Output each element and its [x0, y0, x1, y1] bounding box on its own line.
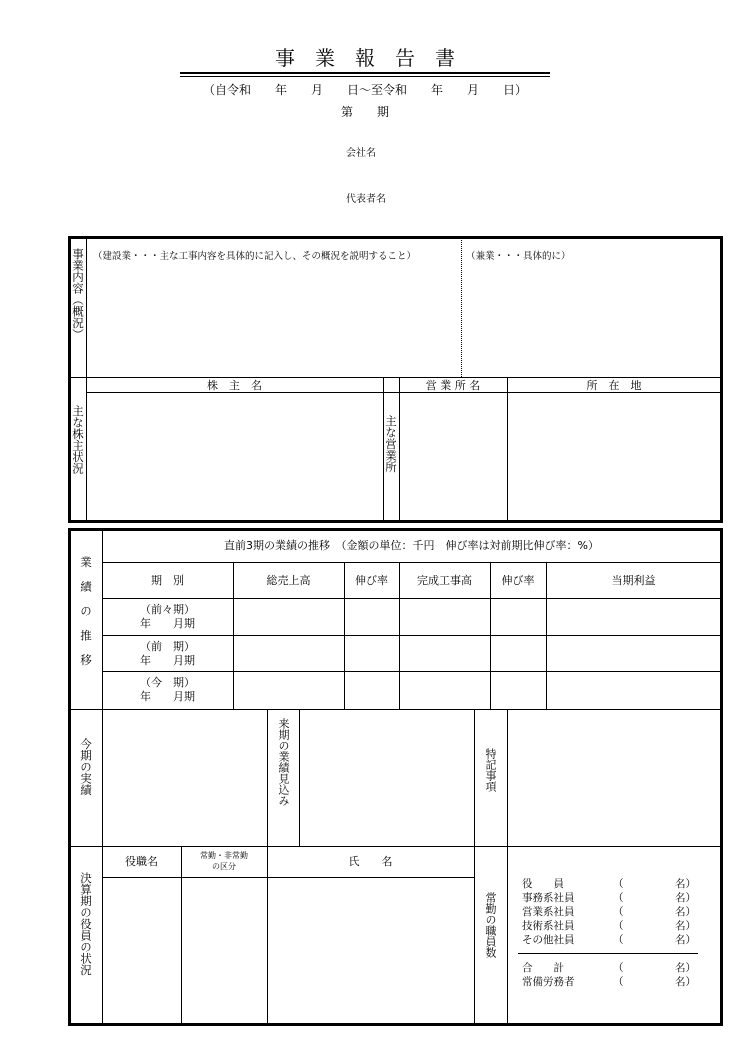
staff-total-label: 常備労務者 — [522, 976, 575, 988]
staff-row-label: 営業系社員 — [522, 906, 575, 918]
fulltime-parttime-header-line1: 常勤・非常勤 — [200, 851, 248, 860]
col-period-header: 期 別 — [151, 574, 184, 587]
representative-name-label: 代表者名 — [346, 194, 386, 205]
officer-name-header: 氏 名 — [348, 855, 393, 868]
notes-right-line — [507, 709, 508, 1024]
shareholder-header-line — [86, 392, 721, 393]
period-last-term: 年 月期 — [140, 654, 195, 667]
col-total-sales-header: 総売上高 — [266, 574, 311, 587]
staff-row-open: （ — [613, 878, 624, 890]
officers-header-line — [102, 877, 474, 878]
staff-total-divider — [518, 953, 698, 954]
office-location-column-line — [507, 378, 508, 521]
company-name-label: 会社名 — [346, 148, 376, 159]
col-net-income-header: 当期利益 — [611, 574, 656, 587]
document-title: 事 業 報 告 書 — [275, 46, 455, 70]
major-offices-label: 主な営業所 — [384, 415, 398, 473]
term-label: 第 期 — [340, 105, 389, 119]
staff-row-close: 名） — [675, 934, 696, 946]
major-shareholders-label: 主な株主状況 — [71, 405, 85, 474]
business-dotted-divider — [461, 240, 462, 377]
period-before-last-term: 年 月期 — [140, 617, 195, 630]
staff-row-label: 技術系社員 — [522, 920, 575, 932]
period-current-name: （今 期） — [140, 676, 195, 689]
officers-status-label: 決算期の役員の状況 — [79, 872, 93, 976]
fulltime-staff-label: 常勤の職員数 — [484, 892, 497, 958]
fulltime-parttime-header-line2: の区分 — [212, 862, 236, 871]
perf-table-bottom-line — [70, 709, 721, 710]
section1-row-divider — [70, 377, 721, 378]
forecast-left-line — [267, 709, 268, 846]
period-current-term: 年 月期 — [140, 690, 195, 703]
perf-row2-bottom-line — [102, 671, 721, 672]
staff-total-label: 合 計 — [522, 962, 564, 974]
staff-total-close: 名） — [675, 962, 696, 974]
staff-row-open: （ — [613, 892, 624, 904]
officers-top-line — [70, 846, 721, 847]
title-underline-bottom — [180, 76, 550, 77]
location-header: 所 在 地 — [586, 379, 642, 392]
office-name-header: 営 業 所 名 — [425, 379, 481, 392]
col-growth-rate-header: 伸び率 — [355, 574, 388, 587]
perf-header-top-line — [102, 562, 721, 563]
staff-row-open: （ — [613, 934, 624, 946]
period-last-name: （前 期） — [140, 640, 195, 653]
current-results-label: 今期の実績 — [79, 738, 93, 796]
staff-total-close: 名） — [675, 976, 696, 988]
title-underline-top — [180, 72, 550, 74]
office-label-column-line — [399, 378, 400, 521]
perf-header-bottom-line — [102, 598, 721, 599]
period-before-last-name: （前々期） — [140, 603, 195, 616]
staff-row-label: その他社員 — [522, 934, 575, 946]
perf-row1-bottom-line — [102, 635, 721, 636]
staff-row-close: 名） — [675, 920, 696, 932]
staff-row-label: 役 員 — [522, 878, 564, 890]
business-content-label: 事業内容（概況） — [71, 248, 85, 340]
next-term-forecast-label: 来期の業績見込み — [277, 718, 290, 806]
construction-business-note: （建設業・・・主な工事内容を具体的に記入し、その概況を説明すること） — [93, 251, 417, 262]
notes-left-line — [474, 709, 475, 1024]
side-business-note: （兼業・・・具体的に） — [466, 251, 571, 262]
officers-col-line-1 — [181, 846, 182, 1024]
staff-total-open: （ — [613, 962, 624, 974]
shareholder-name-header: 株 主 名 — [207, 379, 262, 392]
staff-row-open: （ — [613, 906, 624, 918]
staff-row-label: 事務系社員 — [522, 892, 575, 904]
staff-total-open: （ — [613, 976, 624, 988]
performance-table-title: 直前3期の業績の推移 （金額の単位：千円 伸び率は対前期比伸び率：%） — [224, 539, 599, 552]
col-completed-works-header: 完成工事高 — [417, 574, 472, 587]
special-notes-label: 特記事項 — [484, 748, 497, 792]
period-range: （自令和 年 月 日～至令和 年 月 日） — [202, 83, 527, 97]
staff-row-close: 名） — [675, 878, 696, 890]
staff-row-close: 名） — [675, 906, 696, 918]
performance-trend-label: 業績の推移 — [79, 556, 93, 679]
staff-row-open: （ — [613, 920, 624, 932]
officer-title-header: 役職名 — [125, 855, 158, 868]
forecast-right-line — [299, 709, 300, 846]
officers-col-line-2 — [267, 846, 268, 1024]
staff-row-close: 名） — [675, 892, 696, 904]
col-growth-rate2-header: 伸び率 — [501, 574, 535, 587]
